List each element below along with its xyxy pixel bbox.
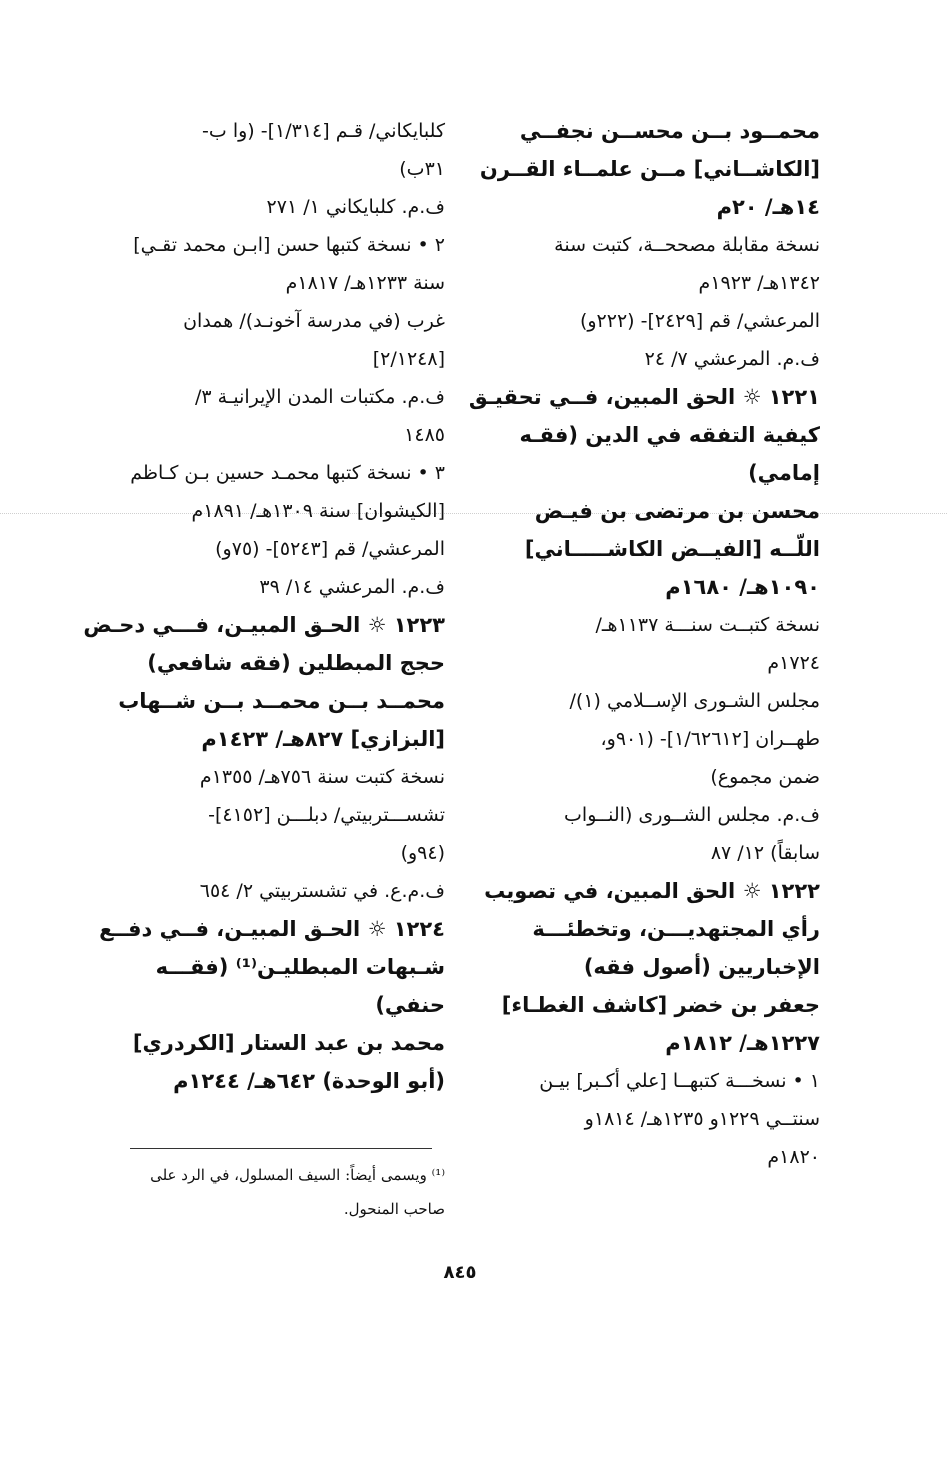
entry-text-line: [الكيشوان] سنة ١٣٠٩هـ/ ١٨٩١م (191, 500, 445, 522)
entry-heading-line: ١٤هـ/ ٢٠م (716, 195, 820, 219)
entry-heading-line: [الكاشــاني] مــن علمــاء القــرن (479, 157, 820, 181)
entry-text-line: ف.م.ع. في تشستربيتي ٢/ ٦٥٤ (199, 880, 445, 902)
entry-text-line: غرب (في مدرسة آخونـد)/ همدان (183, 310, 445, 332)
entry-text-line: نسخة كتبــت سنـــة ١١٣٧هـ/ (595, 614, 820, 636)
entry-heading-line: الإخباريين (أصول فقه) (583, 955, 820, 979)
entry-heading-line: رأي المجتهديـــن، وتخطئـــة (532, 917, 820, 941)
entry-text-line: (٩٤و) (400, 842, 445, 864)
entry-text-line: ١٣٤٢هـ/ ١٩٢٣م (698, 272, 820, 294)
entry-heading-line: محمــد بــن محمــد بــن شــهاب (118, 689, 445, 713)
entry-heading-line: جعفر بن خضر [كاشف الغطـاء] (501, 993, 820, 1017)
entry-heading-line: ١٢٢١ ☼ الحق المبين، فــي تحقيـق (468, 385, 820, 409)
left-column (83, 112, 445, 1100)
entry-heading-line: ١٠٩٠هـ/ ١٦٨٠م (665, 575, 820, 599)
entry-heading-line: شـبهات المبطليـن⁽¹⁾ (فقـــه (155, 955, 445, 979)
entry-text-line: ف.م. مكتبات المدن الإيرانيـة ٣/ (194, 386, 445, 408)
entry-text-line: نسخة مقابلة مصححــة، كتبت سنة (554, 234, 820, 256)
right-column (468, 112, 820, 1176)
entry-text-line: مجلس الشـورى الإســلامي (١)/ (569, 690, 820, 712)
entry-text-line: ف.م. مجلس الشــورى (النــواب (564, 804, 820, 826)
entry-text-line: ف.م. كلبايكاني ١/ ٢٧١ (266, 196, 445, 218)
entry-heading-line: ١٢٢٣ ☼ الحـق المبيـن، فـــي دحـض (83, 613, 445, 637)
entry-text-line: ف.م. المرعشي ٧/ ٢٤ (644, 348, 820, 370)
entry-heading-line: محمد بن عبد الستار [الكردري] (132, 1031, 445, 1055)
entry-text-line: ٢ • نسخة كتبها حسن [ابـن محمد تقـي] (133, 234, 445, 256)
entry-text-line: نسخة كتبت سنة ٧٥٦هـ/ ١٣٥٥م (199, 766, 445, 788)
entry-text-line: سنتــي ١٢٢٩و ١٢٣٥هـ/ ١٨١٤و (584, 1108, 820, 1130)
entry-heading-line: كيفية التفقه في الدين (فقـه (519, 423, 820, 447)
entry-text-line: ١ • نسخـــة كتبهــا [علي أكـبر] بيـن (539, 1070, 820, 1092)
entry-text-line: ١٤٨٥ (404, 424, 445, 446)
entry-heading-line: حجج المبطلين (فقه شافعي) (147, 651, 445, 675)
entry-text-line: كلبايكاني/ قـم [١/٣١٤]- (وا ب- (202, 120, 445, 142)
footnote-separator (130, 1148, 432, 1149)
entry-text-line: سابقاً) ١٢/ ٨٧ (710, 842, 820, 864)
entry-text-line: [٢/١٢٤٨] (372, 348, 445, 370)
entry-text-line: طهــران [١/٦٢٦١٢]- (٩٠١و، (600, 728, 820, 750)
entry-text-line: سنة ١٢٣٣هـ/ ١٨١٧م (285, 272, 445, 294)
entry-heading-line: محسن بن مرتضى بن فيـض (534, 499, 820, 523)
footnote-line: صاحب المنحول. (343, 1200, 445, 1218)
footnotes (100, 1158, 445, 1226)
entry-heading-line: [البزازي] ٨٢٧هـ/ ١٤٢٣م (201, 727, 445, 751)
entry-text-line: ضمن مجموع) (710, 766, 820, 788)
entry-text-line: ٣ • نسخة كتبها محمـد حسين بـن كـاظم (130, 462, 445, 484)
entry-heading-line: محمــود بــن محســن نجفــي (519, 119, 820, 143)
entry-heading-line: ١٢٢٤ ☼ الحـق المبيـن، فــي دفــع (99, 917, 445, 941)
footnote-line: ⁽¹⁾ ويسمى أيضاً: السيف المسلول، في الرد على (150, 1166, 445, 1184)
entry-text-line: تشســـتربيتي/ دبلـــن [٤١٥٢]- (208, 804, 445, 826)
entry-heading-line: ١٢٢٧هـ/ ١٨١٢م (665, 1031, 820, 1055)
entry-heading-line: (أبو الوحدة) ٦٤٢هـ/ ١٢٤٤م (173, 1069, 445, 1093)
entry-heading-line: حنفي) (375, 993, 445, 1017)
entry-text-line: ٣١ب) (399, 158, 445, 180)
entry-text-line: ف.م. المرعشي ١٤/ ٣٩ (259, 576, 445, 598)
entry-heading-line: اللّــه [الفيــض الكاشـــــاني] (524, 537, 820, 561)
entry-heading-line: ١٢٢٢ ☼ الحق المبين، في تصويب (484, 879, 820, 903)
entry-text-line: ١٧٢٤م (767, 652, 820, 674)
entry-heading-line: إمامي) (748, 461, 820, 485)
entry-text-line: المرعشي/ قم [٥٢٤٣]- (٧٥و) (215, 538, 445, 560)
entry-text-line: ١٨٢٠م (767, 1146, 820, 1168)
entry-text-line: المرعشي/ قم [٢٤٢٩]- (٢٢٢و) (579, 310, 820, 332)
page-number: ٨٤٥ (443, 1262, 477, 1283)
